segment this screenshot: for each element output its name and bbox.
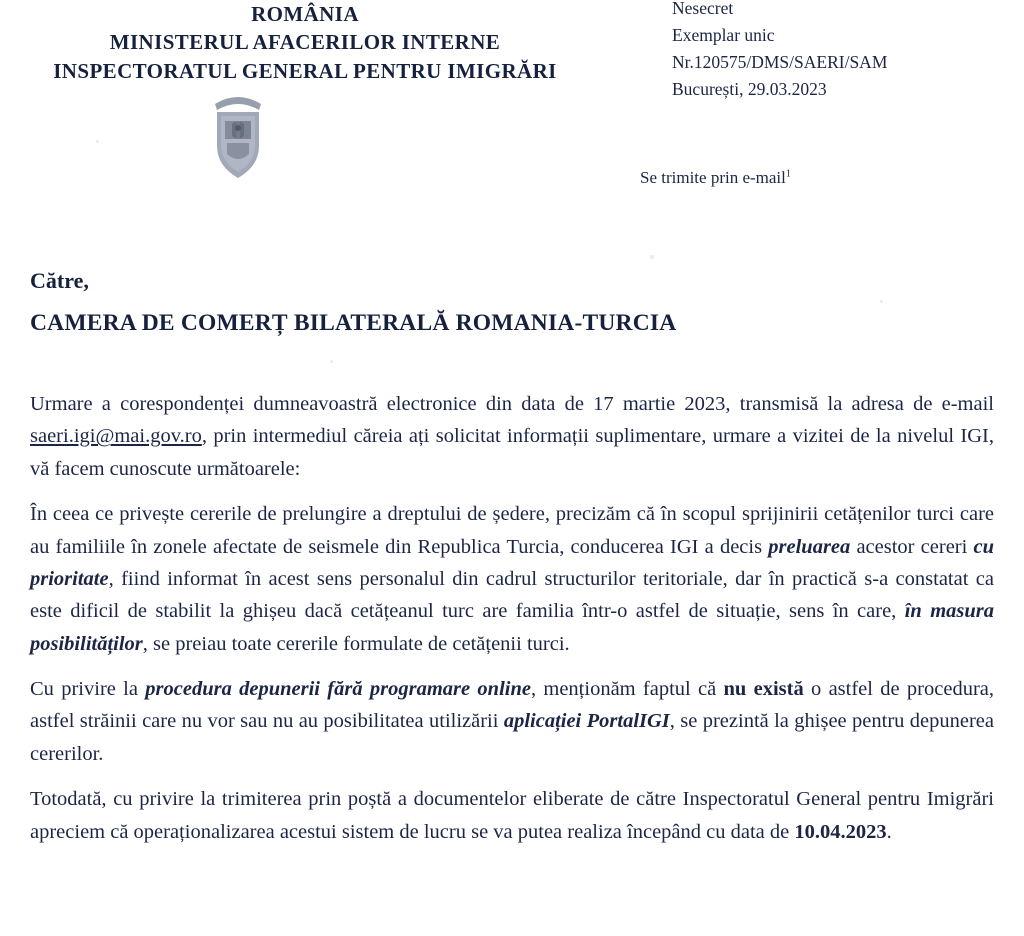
institution-line-country: ROMÂNIA — [251, 2, 359, 26]
send-method-note — [640, 168, 791, 188]
scan-speckle — [330, 360, 333, 363]
institution-line-inspectorate: INSPECTORATUL GENERAL PENTRU IMIGRĂRI — [53, 58, 557, 83]
p2-emphasis-preluarea: preluarea — [768, 535, 851, 558]
document-header — [0, 0, 1024, 210]
p2-emphasis-cu-prioritate: cu prioritate — [30, 535, 995, 590]
p2-part-a: În ceea ce privește cererile de prelungire a dreptului de ședere, precizăm că în scopul sprijinirii cetățenilor turci care au familiile în zonele afectate de seismele din Republica Turcia, conducerea IGI a decis — [30, 503, 994, 558]
p3-emphasis-portaligi: aplicației PortalIGI — [503, 710, 670, 733]
copy-label: Exemplar unic — [672, 25, 775, 46]
registration-number: Nr.120575/DMS/SAERI/SAM — [672, 52, 888, 73]
scan-speckle — [880, 300, 883, 303]
p2-part-c: , fiind informat în acest sens personalul din cadrul structurilor teritoriale, dar în practică s-a constatat ca este dificil de stabilit la ghișeu dacă cetățeanul turc are familia într-o astfel de situație, sens în care, — [30, 567, 994, 623]
p2-part-b: acestor cereri — [850, 535, 974, 558]
paragraph-4 — [30, 783, 994, 848]
p4-part-a: Totodată, cu privire la trimiterea prin poștă a documentelor eliberate de către Inspectoratul General pentru Imigrări apreciem că operaționalizarea acestui sistem de lucru se va putea realiza începând cu data de — [30, 788, 994, 843]
p3-part-c: o astfel de procedura, astfel străinii care nu vor sau nu au posibilitatea utilizării — [30, 678, 994, 733]
place-and-date: București, 29.03.2023 — [672, 79, 827, 100]
romanian-coat-of-arms-icon — [203, 88, 273, 183]
p3-emphasis-procedura: procedura depunerii fără programare online — [145, 678, 531, 700]
p3-emphasis-nu-exista: nu există — [723, 678, 804, 700]
p3-part-b: , menționăm faptul că — [530, 678, 724, 700]
p2-part-d: , se preiau toate cererile formulate de cetățenii turci. — [142, 632, 570, 655]
institution-heading — [0, 0, 610, 85]
p3-part-a: Cu privire la — [30, 678, 146, 700]
p3-part-d: , se prezintă la ghișee pentru depunerea cererilor. — [30, 710, 994, 765]
paragraph-2 — [30, 498, 994, 660]
p4-part-b: . — [886, 820, 892, 843]
recipient-name: CAMERA DE COMERȚ BILATERALĂ ROMANIA-TURCIA — [30, 310, 677, 336]
p4-date: 10.04.2023 — [794, 820, 887, 843]
classification-label: Nesecret — [672, 0, 734, 18]
p1-part-b: , prin intermediul căreia ați solicitat informații suplimentare, urmare a vizitei de la nivelul IGI, vă facem cunoscute următoarele: — [30, 425, 994, 480]
p2-emphasis-in-masura: în masura posibilităților — [30, 600, 994, 655]
document-body — [30, 388, 994, 848]
document-meta — [672, 0, 887, 104]
footnote-marker: 1 — [785, 168, 791, 180]
scan-speckle — [650, 255, 654, 259]
paragraph-3 — [30, 673, 994, 770]
email-link[interactable]: saeri.igi@mai.gov.ro — [30, 425, 202, 448]
p1-part-a: Urmare a corespondenței dumneavoastră electronice din data de 17 martie 2023, transmisă la adresa de e-mail — [30, 393, 994, 415]
salutation: Către, — [30, 268, 89, 293]
send-method-text: Se trimite prin e-mail — [640, 168, 786, 187]
institution-line-ministry: MINISTERUL AFACERILOR INTERNE — [109, 30, 501, 55]
paragraph-1 — [30, 388, 994, 485]
